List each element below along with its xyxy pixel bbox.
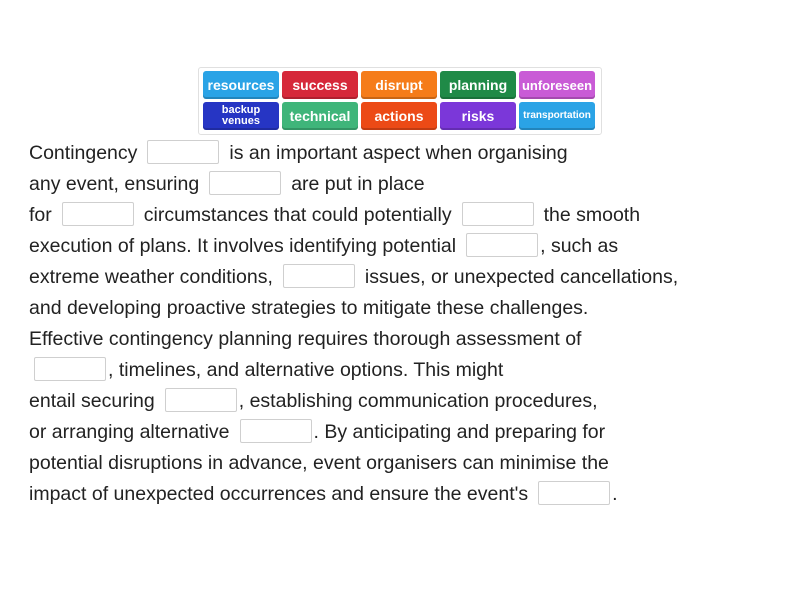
word-tile-disrupt[interactable]: disrupt (361, 71, 437, 99)
passage-line (29, 293, 588, 324)
word-bank (198, 67, 602, 135)
word-tile-resources[interactable]: resources (203, 71, 279, 99)
passage-text: any event, ensuring (29, 173, 200, 195)
passage-text: , such as (540, 235, 619, 257)
blank-4[interactable] (462, 202, 534, 226)
passage-text: circumstances that could potentially (143, 204, 452, 226)
blank-3[interactable] (62, 202, 134, 226)
passage-text: , timelines, and alternative options. This might (108, 359, 504, 381)
passage-line (29, 324, 581, 355)
blank-1[interactable] (147, 140, 219, 164)
word-tile-transportation[interactable]: transportation (519, 102, 595, 130)
passage-line (29, 138, 568, 169)
word-tile-success[interactable]: success (282, 71, 358, 99)
passage-line (29, 169, 425, 200)
passage-text: extreme weather conditions, (29, 266, 273, 288)
word-tile-risks[interactable]: risks (440, 102, 516, 130)
passage-text: execution of plans. It involves identifying potential (29, 235, 457, 257)
passage-text: . (612, 483, 618, 505)
passage-line (29, 417, 605, 448)
word-tile-backup-venues[interactable]: backup venues (203, 102, 279, 130)
passage-line (29, 355, 503, 386)
passage-text: issues, or unexpected cancellations, (364, 266, 679, 288)
passage-text: , establishing communication procedures, (238, 390, 598, 412)
passage-text: or arranging alternative (29, 421, 230, 443)
blank-6[interactable] (283, 264, 355, 288)
passage-text: potential disruptions in advance, event organisers can minimise the (29, 452, 609, 474)
passage-text: Contingency (29, 142, 138, 164)
passage-line (29, 479, 618, 510)
blank-7[interactable] (34, 357, 106, 381)
word-tile-planning[interactable]: planning (440, 71, 516, 99)
passage-line (29, 262, 678, 293)
passage-line (29, 231, 618, 262)
passage-text: and developing proactive strategies to mitigate these challenges. (29, 297, 589, 319)
word-tile-unforeseen[interactable]: unforeseen (519, 71, 595, 99)
passage-text: Effective contingency planning requires thorough assessment of (29, 328, 582, 350)
blank-8[interactable] (165, 388, 237, 412)
word-tile-technical[interactable]: technical (282, 102, 358, 130)
passage-line (29, 200, 640, 231)
blank-5[interactable] (466, 233, 538, 257)
passage-text: . By anticipating and preparing for (313, 421, 606, 443)
passage-text: are put in place (291, 173, 425, 195)
blank-2[interactable] (209, 171, 281, 195)
blank-10[interactable] (538, 481, 610, 505)
passage-line (29, 448, 609, 479)
passage-text: impact of unexpected occurrences and ensure the event's (29, 483, 529, 505)
passage-text: for (29, 204, 52, 226)
passage-text: entail securing (29, 390, 155, 412)
passage-text: is an important aspect when organising (229, 142, 568, 164)
passage-text: the smooth (543, 204, 641, 226)
word-tile-actions[interactable]: actions (361, 102, 437, 130)
passage-line (29, 386, 598, 417)
blank-9[interactable] (240, 419, 312, 443)
